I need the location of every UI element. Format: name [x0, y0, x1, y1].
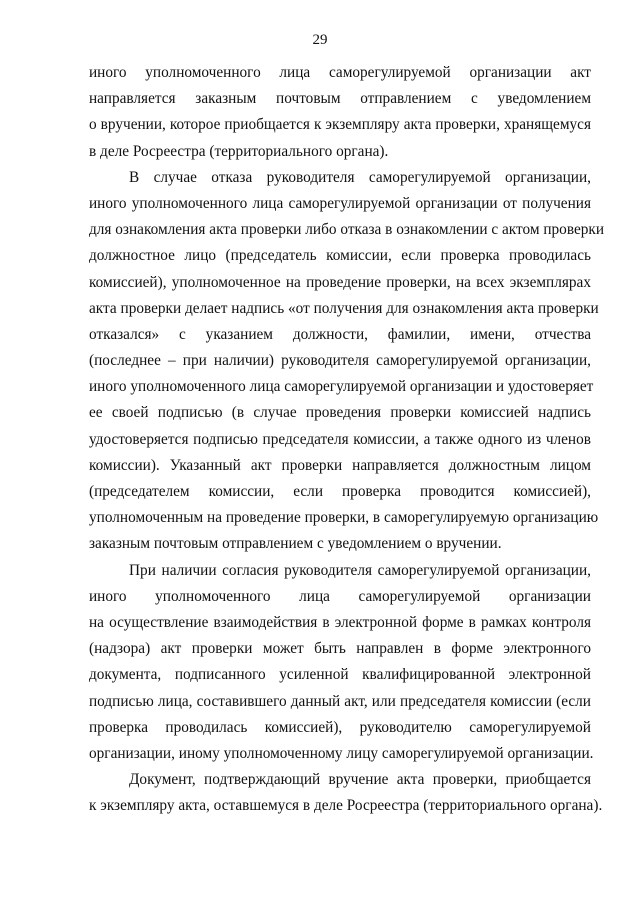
paragraph-2 [89, 165, 605, 558]
text-line: направляется заказным почтовым отправлением с уведомлением [89, 90, 591, 108]
text-line: для ознакомления акта проверки либо отказа в ознакомлении с актом проверки [89, 221, 605, 239]
text-line: иного уполномоченного лица саморегулируемой организации акт [89, 64, 591, 81]
text-line: (последнее – при наличии) руководителя саморегулируемой организации, [89, 352, 591, 370]
text-line: организации, иному уполномоченному лицу саморегулируемой организации. [89, 744, 594, 762]
text-line: уполномоченным на проведение проверки, в саморегулируемую организацию [89, 509, 599, 527]
paragraph-1 [89, 60, 591, 165]
document-body [89, 60, 605, 819]
text-line: заказным почтовым отправлением с уведомлением о вручении. [89, 535, 502, 553]
text-line: подписью лица, составившего данный акт, или председателя комиссии (если [89, 692, 591, 710]
text-line: В случае отказа руководителя саморегулируемой организации, [129, 168, 591, 186]
text-line: о вручении, которое приобщается к экземпляру акта проверки, хранящемуся [89, 116, 591, 134]
text-line: акта проверки делает надпись «от получения для ознакомления акта проверки [89, 299, 599, 317]
text-line: При наличии согласия руководителя саморегулируемой организации, [129, 561, 591, 579]
paragraph-3 [89, 558, 594, 768]
text-line: отказался» с указанием должности, фамилии, имени, отчества [89, 325, 591, 343]
text-line: Документ, подтверждающий вручение акта проверки, приобщается [129, 771, 591, 789]
text-line: (председателем комиссии, если проверка проводится комиссией), [89, 483, 591, 500]
text-line: ее своей подписью (в случае проведения проверки комиссией надпись [89, 404, 591, 422]
text-line: к экземпляру акта, оставшемуся в деле Росреестра (территориального органа). [89, 797, 603, 815]
text-line: проверка проводилась комиссией), руководителю саморегулируемой [89, 718, 591, 736]
text-line: иного уполномоченного лица саморегулируемой организации [89, 587, 591, 605]
text-line: иного уполномоченного лица саморегулируемой организации от получения [89, 194, 591, 212]
text-line: (надзора) акт проверки может быть направлен в форме электронного [89, 640, 591, 658]
text-line: на осуществление взаимодействия в электронной форме в рамках контроля [89, 613, 591, 631]
text-line: должностное лицо (председатель комиссии, если проверка проводилась [89, 247, 591, 265]
page-number: 29 [312, 32, 328, 48]
text-line: комиссии). Указанный акт проверки направляется должностным лицом [89, 456, 591, 474]
text-line: в деле Росреестра (территориального органа). [89, 142, 389, 160]
text-line: иного уполномоченного лица саморегулируемой организации и удостоверяет [89, 378, 594, 396]
text-line: документа, подписанного усиленной квалифицированной электронной [89, 666, 591, 684]
text-line: удостоверяется подписью председателя комиссии, а также одного из членов [89, 430, 591, 448]
paragraph-4 [89, 767, 603, 819]
text-line: комиссией), уполномоченное на проведение проверки, на всех экземплярах [89, 273, 591, 291]
